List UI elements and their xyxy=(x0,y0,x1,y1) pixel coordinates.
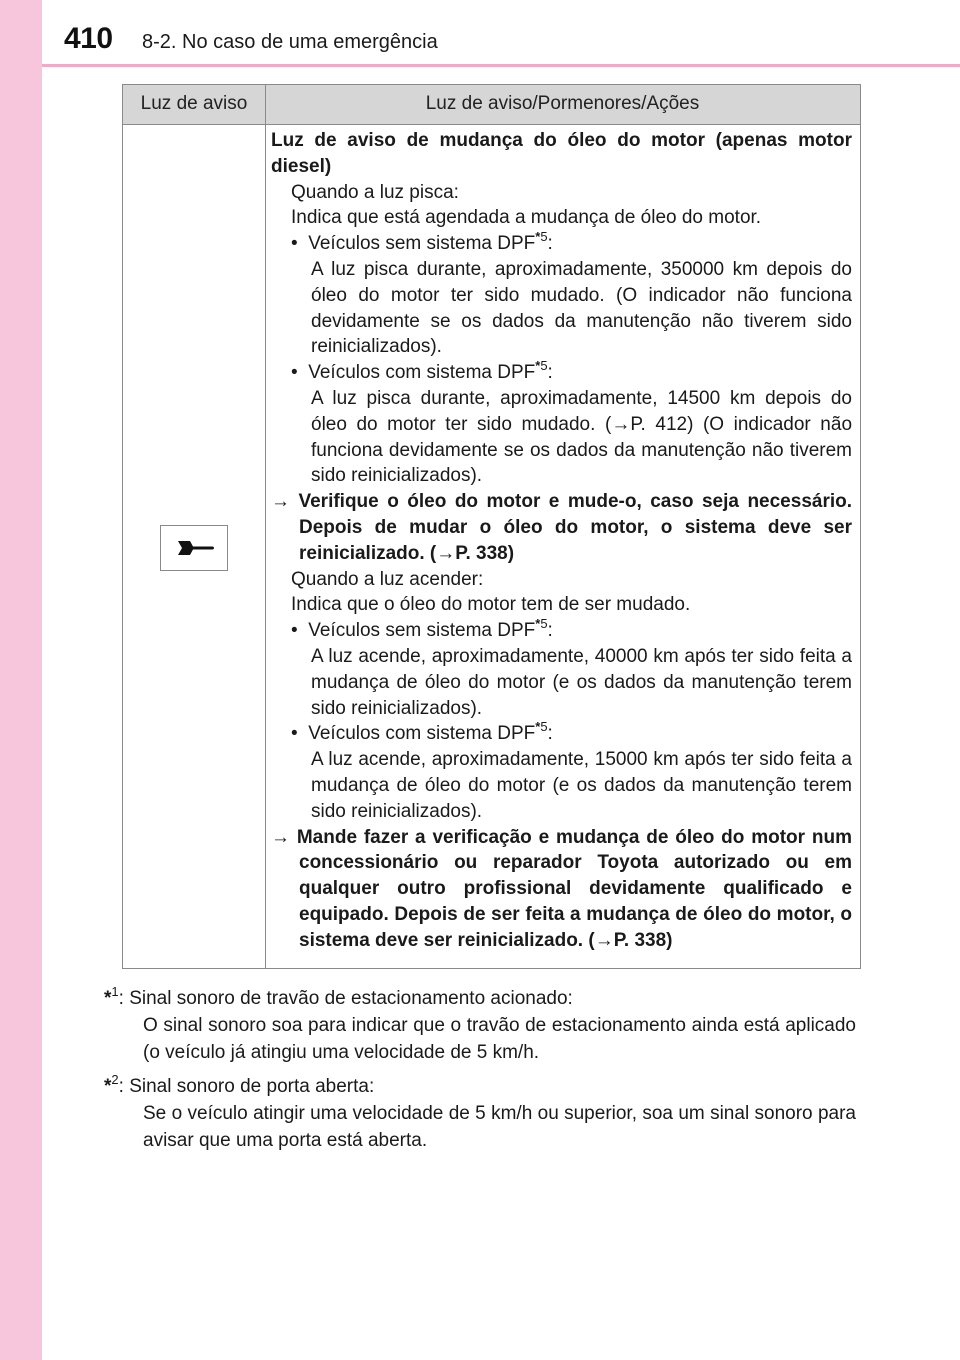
bullet-label: Veículos com sistema DPF xyxy=(308,723,536,745)
footnote-marker: *$^1$ xyxy=(104,984,119,1009)
header-rule xyxy=(42,64,960,67)
warning-light-table xyxy=(122,84,861,969)
footnote-heading: *$^2$: Sinal sonoro de porta aberta: xyxy=(104,1072,375,1097)
footnote-body: O sinal sonoro soa para indicar que o travão de estacionamento ainda está aplicado (o veículo já atingiu uma velocidade de 5 km/h. xyxy=(143,1015,856,1063)
footnote-heading: *$^1$: Sinal sonoro de travão de estacionamento acionado: xyxy=(104,984,573,1009)
footnote-ref: *5 xyxy=(535,616,548,632)
warning-light-icon-box xyxy=(160,525,228,571)
bullet-body: A luz acende, aproximadamente, 40000 km após ter sido feita a mudança de óleo do motor (e os dados da manutenção terem sido reinicializados). xyxy=(311,645,852,719)
footnote-1 xyxy=(104,985,856,1066)
blink-description: Indica que está agendada a mudança de óleo do motor. xyxy=(291,207,762,229)
table-header-row xyxy=(123,85,860,125)
bullet-body: A luz pisca durante, aproximadamente, 14500 km depois do óleo do motor ter sido mudado. (→P. 412) (O indicador não funciona devidamente se os dados da manutenção não tiverem sido reinicializados). xyxy=(311,387,853,487)
arrow-glyph: → xyxy=(594,929,614,951)
column-header-details: Luz de aviso/Pormenores/Ações xyxy=(425,93,700,114)
action-instruction: → Verifique o óleo do motor e mude-o, caso seja necessário. Depois de mudar o óleo do motor, o sistema deve ser reinicializado. (→P. 338) xyxy=(271,491,853,564)
list-item: • Veículos sem sistema DPF$^{*5}$: xyxy=(291,616,553,642)
bullet-label: Veículos sem sistema DPF xyxy=(308,620,536,642)
column-divider xyxy=(265,85,266,968)
wrench-icon xyxy=(161,526,227,570)
footnote-ref: *5 xyxy=(535,719,548,735)
column-header-light: Luz de aviso xyxy=(140,93,248,114)
page-number: 410 xyxy=(64,22,113,55)
footnote-2 xyxy=(104,1073,856,1154)
bullet-body: A luz pisca durante, aproximadamente, 350000 km depois do óleo do motor ter sido mudado. (O indicador não funciona devidamente se os dados da manutenção não tiverem sido reinicializados). xyxy=(311,258,852,358)
blink-intro: Quando a luz pisca: xyxy=(291,181,459,203)
footnote-body: Se o veículo atingir uma velocidade de 5 km/h ou superior, soa um sinal sonoro para avisar que uma porta está aberta. xyxy=(143,1103,856,1151)
footnote-ref: *5 xyxy=(535,229,548,245)
bullet-label: Veículos sem sistema DPF xyxy=(308,233,536,255)
arrow-glyph: → xyxy=(611,413,631,435)
section-title: 8-2. No caso de uma emergência xyxy=(142,31,438,53)
lit-description: Indica que o óleo do motor tem de ser mudado. xyxy=(291,594,691,616)
arrow-glyph: → xyxy=(271,826,290,848)
bullet-body: A luz acende, aproximadamente, 15000 km após ter sido feita a mudança de óleo do motor (e os dados da manutenção terem sido reinicializados). xyxy=(311,749,852,822)
list-item: • Veículos com sistema DPF$^{*5}$: xyxy=(291,358,553,384)
lit-intro: Quando a luz acender: xyxy=(291,568,484,590)
footnote-ref: *5 xyxy=(535,358,548,374)
action-instruction: → Mande fazer a verificação e mudança de óleo do motor num concessionário ou reparador Toyota autorizado ou em qualquer outro profissional devidamente qualificado e equipado. Depois de ser feita a mudança de óleo do motor, o sistema deve ser reinicializado. (→P. 338) xyxy=(271,826,852,951)
list-item: • Veículos com sistema DPF$^{*5}$: xyxy=(291,719,553,745)
side-color-band xyxy=(0,0,42,1360)
arrow-glyph: → xyxy=(436,542,456,564)
arrow-glyph: → xyxy=(271,491,290,513)
list-item: • Veículos sem sistema DPF$^{*5}$: xyxy=(291,229,553,255)
warning-title: Luz de aviso de mudança do óleo do motor (apenas motor diesel) xyxy=(271,130,852,177)
bullet-label: Veículos com sistema DPF xyxy=(308,362,536,384)
warning-details xyxy=(271,128,852,954)
footnote-marker: *$^2$ xyxy=(104,1072,119,1097)
page-header xyxy=(42,0,960,66)
